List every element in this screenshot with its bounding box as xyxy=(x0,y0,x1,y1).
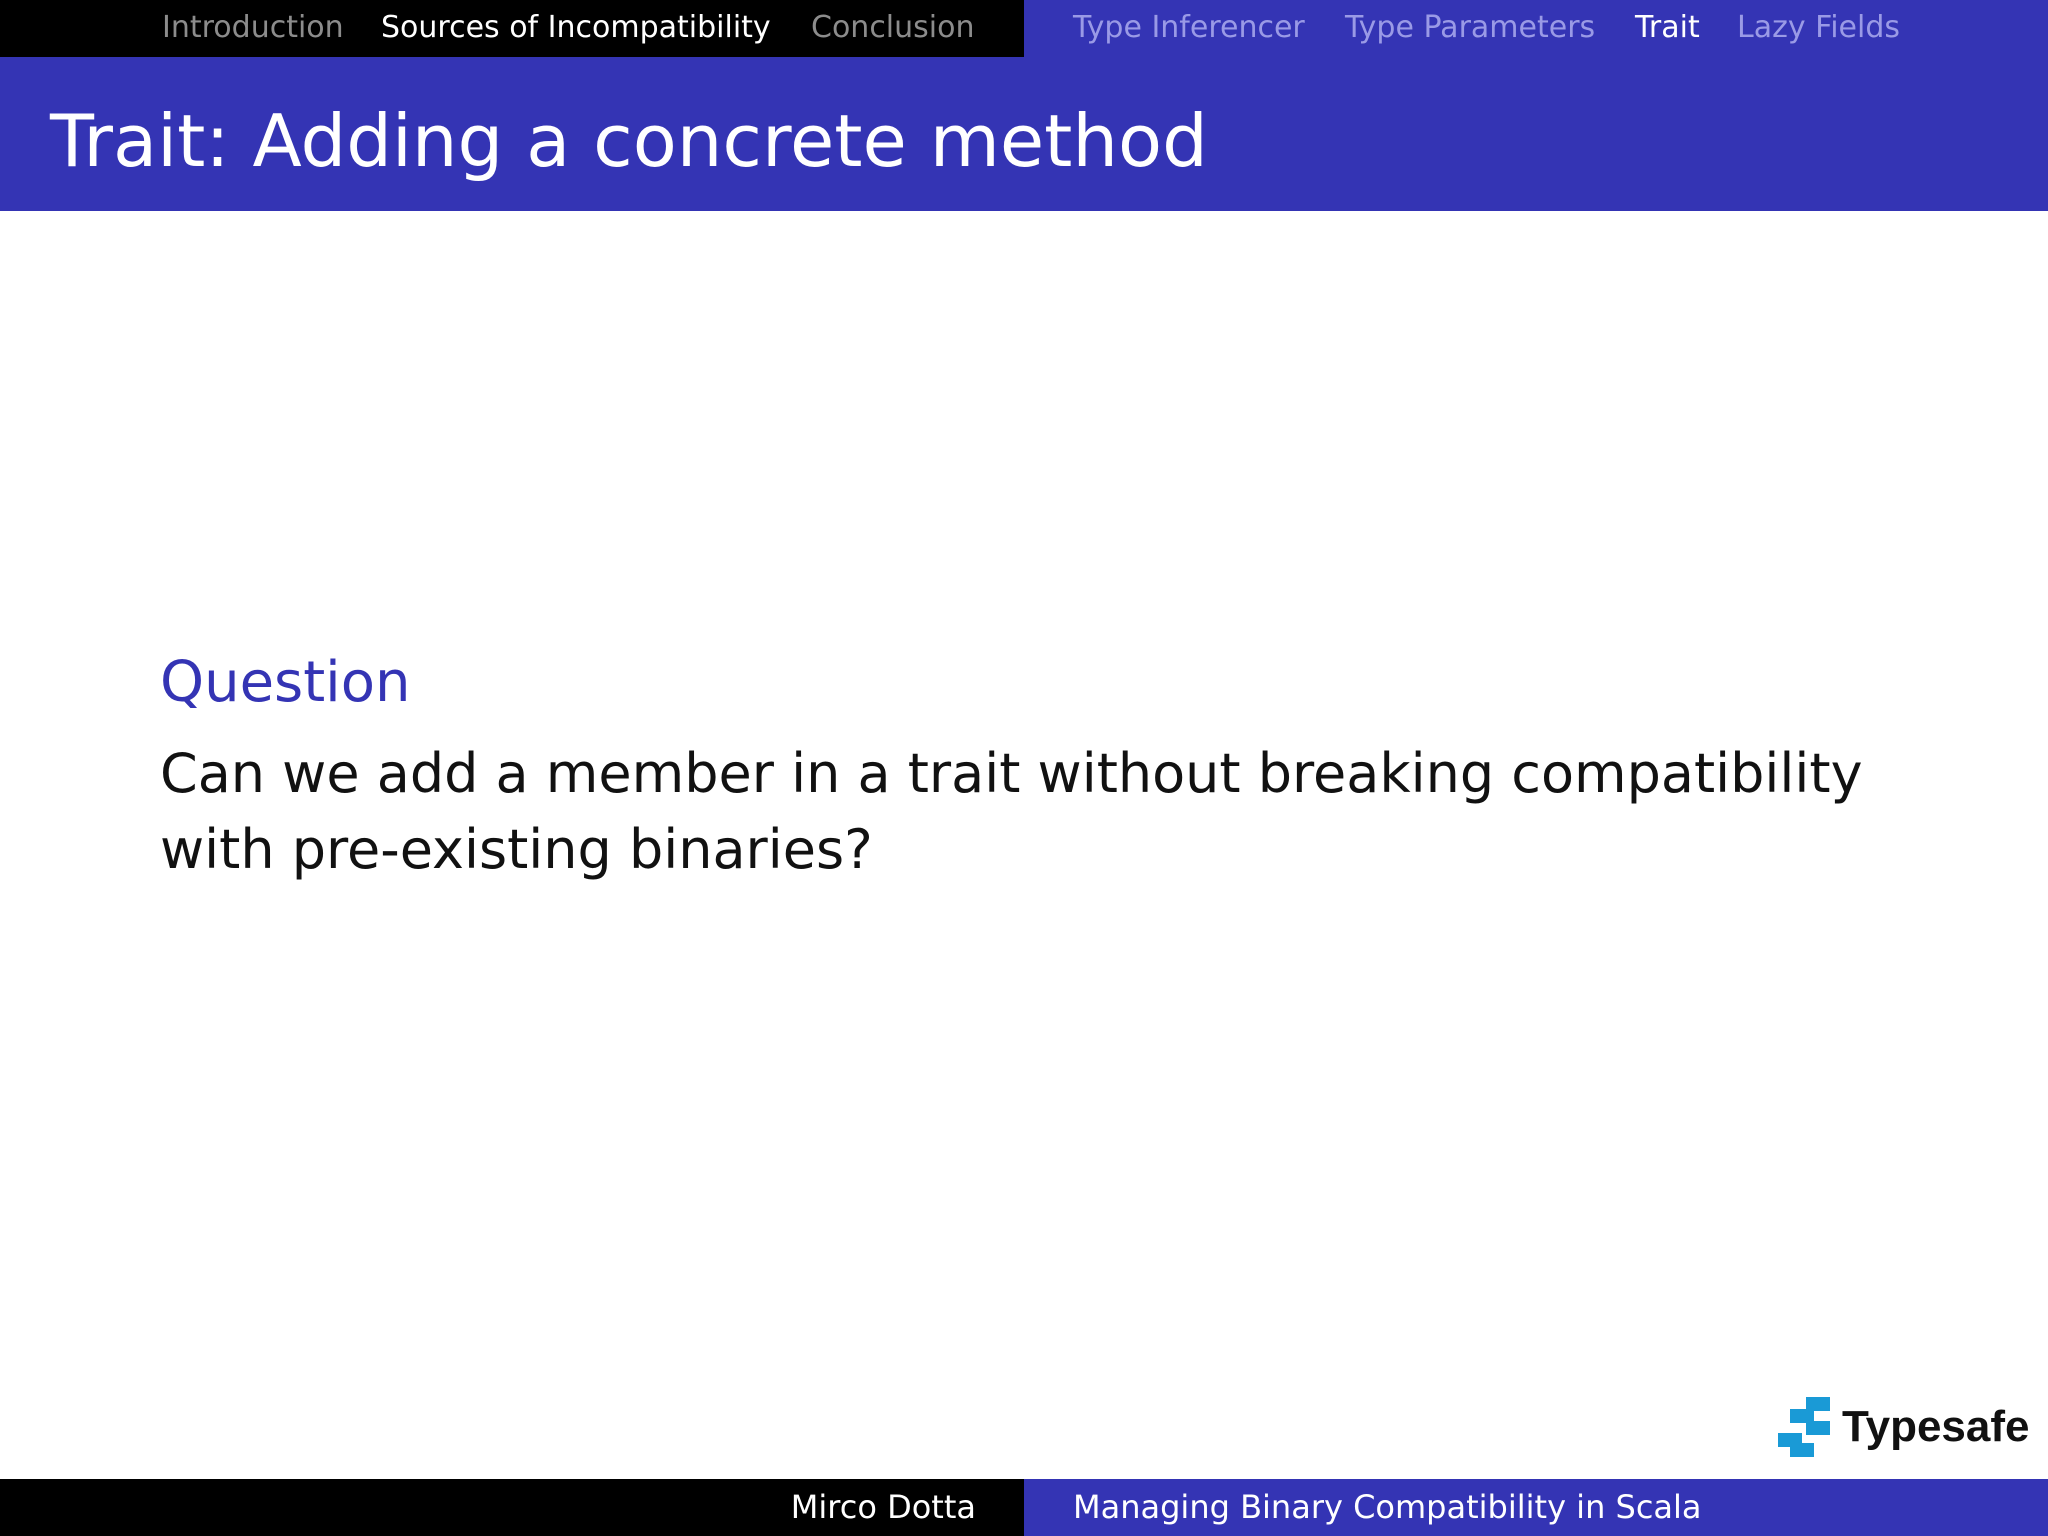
nav-subsection-type-inferencer[interactable]: Type Inferencer xyxy=(1073,10,1305,45)
footer-bar xyxy=(0,1479,2048,1536)
typesafe-logo-icon xyxy=(1776,1397,1834,1457)
nav-subsection-type-parameters[interactable]: Type Parameters xyxy=(1345,10,1596,45)
nav-section-conclusion[interactable]: Conclusion xyxy=(811,10,975,45)
typesafe-logo xyxy=(1776,1396,2030,1458)
title-bar xyxy=(0,57,2048,211)
footer-right xyxy=(1024,1479,2048,1536)
nav-section-sources-of-incompatibility[interactable]: Sources of Incompatibility xyxy=(381,10,771,45)
top-navigation-bar xyxy=(0,0,2048,57)
footer-author: Mirco Dotta xyxy=(790,1488,976,1526)
footer-talk-title: Managing Binary Compatibility in Scala xyxy=(1073,1488,1702,1526)
section-navigation xyxy=(0,0,1024,57)
typesafe-logo-text: Typesafe xyxy=(1842,1402,2030,1451)
subsection-navigation xyxy=(1024,0,2048,57)
slide-title: Trait: Adding a concrete method xyxy=(50,99,1208,183)
nav-subsection-lazy-fields[interactable]: Lazy Fields xyxy=(1737,10,1901,45)
footer-left xyxy=(0,1479,1024,1536)
block-title: Question xyxy=(160,650,411,715)
nav-subsection-trait[interactable]: Trait xyxy=(1635,10,1700,45)
nav-section-introduction[interactable]: Introduction xyxy=(162,10,344,45)
block-body: Can we add a member in a trait without breaking compatibility with pre-existing binaries? xyxy=(160,742,1863,881)
